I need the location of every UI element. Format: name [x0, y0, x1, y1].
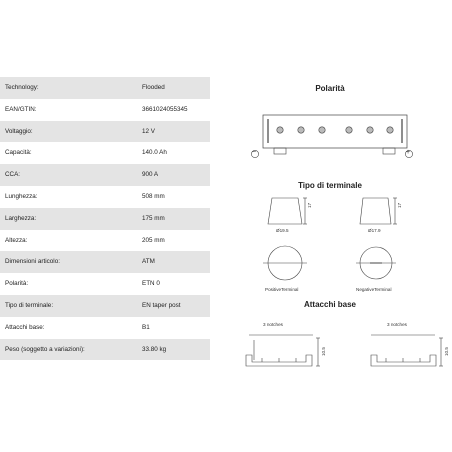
notches-right-label: 3 notches [387, 322, 407, 327]
spec-label: CCA: [5, 171, 21, 179]
spec-label: Altezza: [5, 236, 28, 244]
plus-symbol: + [406, 149, 411, 156]
negative-terminal-label: NegativeTerminal [356, 287, 392, 292]
spec-label: Lunghezza: [5, 192, 38, 200]
positive-terminal-top [263, 246, 307, 280]
positive-terminal-label: PositiveTerminal [265, 287, 299, 292]
spec-value: B1 [142, 323, 150, 331]
base-hold-left [246, 335, 320, 366]
spec-value: Flooded [142, 84, 165, 91]
polarity-diagram [251, 115, 412, 158]
positive-diameter: Ø19.5 [276, 228, 289, 233]
spec-label: Tipo di terminale: [5, 301, 54, 309]
spec-value: 140.0 Ah [142, 149, 167, 157]
spec-value: 205 mm [142, 236, 165, 244]
spec-value: ATM [142, 258, 155, 266]
base-hold-title: Attacchi base [303, 300, 357, 309]
spec-value: 12 V [142, 127, 155, 135]
spec-label: Polarità: [5, 280, 29, 288]
spec-value: ETN 0 [142, 280, 160, 288]
positive-terminal-height: 17 [307, 202, 312, 208]
spec-value: 33.80 kg [142, 345, 167, 353]
spec-label: Dimensioni articolo: [5, 258, 60, 266]
spec-value: EN taper post [142, 301, 181, 309]
spec-label: Peso (soggetto a variazioni): [5, 345, 85, 353]
spec-label: Voltaggio: [5, 127, 33, 135]
spec-label: Attacchi base: [5, 323, 45, 331]
base-height-right: 10.5 [444, 347, 449, 356]
spec-label: Larghezza: [5, 214, 37, 222]
spec-value: 900 A [142, 171, 159, 179]
spec-value: 175 mm [142, 214, 165, 222]
positive-terminal-side [268, 198, 307, 224]
minus-symbol: − [252, 149, 257, 156]
terminal-type-title: Tipo di terminale [298, 181, 362, 190]
spec-label: EAN/GTIN: [5, 105, 37, 113]
polarity-title: Polarità [315, 84, 345, 93]
spec-value: 3661024055345 [142, 105, 188, 113]
negative-terminal-side [360, 198, 397, 224]
negative-diameter: Ø17.9 [368, 228, 381, 233]
base-hold-right [371, 335, 443, 366]
spec-label: Capacità: [5, 149, 32, 157]
notches-left-label: 3 notches [263, 322, 283, 327]
base-height-left: 10.5 [321, 347, 326, 356]
spec-value: 508 mm [142, 192, 165, 200]
spec-label: Technology: [5, 84, 39, 91]
negative-terminal-top [356, 247, 396, 279]
negative-terminal-height: 17 [397, 202, 402, 208]
